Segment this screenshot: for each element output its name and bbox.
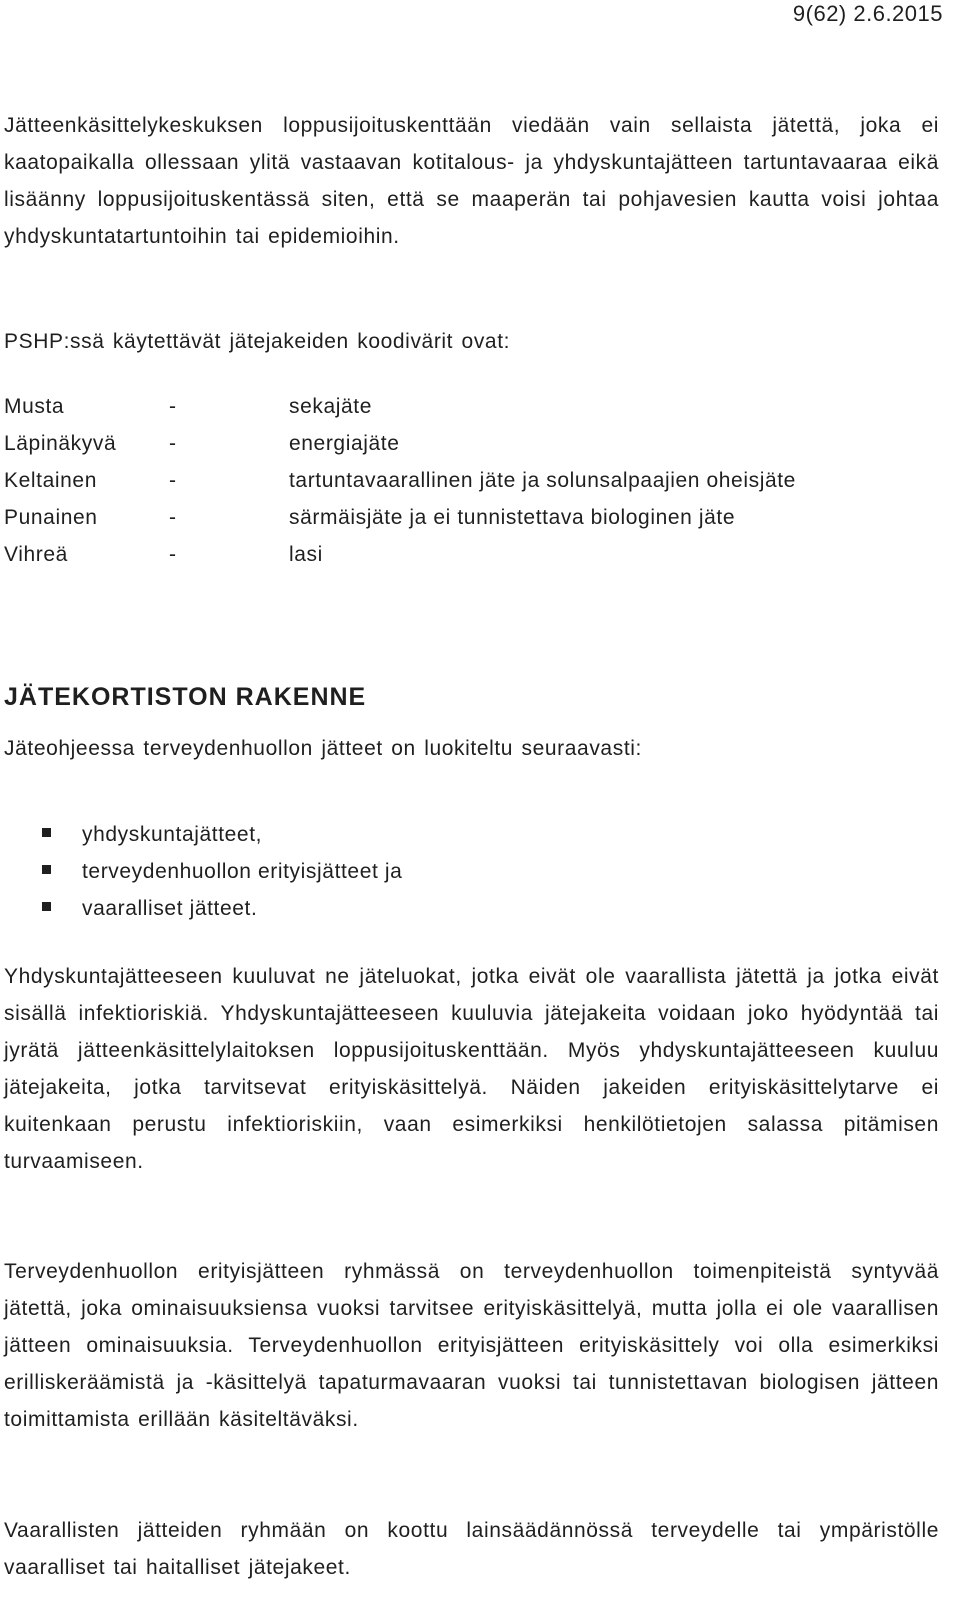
color-dash: - xyxy=(169,506,177,529)
color-code-row xyxy=(4,388,944,425)
list-item xyxy=(4,816,402,853)
list-item xyxy=(4,853,402,890)
color-code-row xyxy=(4,425,944,462)
paragraph-classification-intro: Jäteohjeessa terveydenhuollon jätteet on luokiteltu seuraavasti: xyxy=(4,737,642,760)
square-bullet-icon xyxy=(42,828,51,837)
page-number-date: 9(62) 2.6.2015 xyxy=(792,1,943,26)
list-item-text: vaaralliset jätteet. xyxy=(82,897,258,920)
color-waste-type: energiajäte xyxy=(289,432,400,455)
color-code-row xyxy=(4,536,944,573)
paragraph-landfill: Jätteenkäsittelykeskuksen loppusijoituskenttään viedään vain sellaista jätettä, joka ei kaatopaikalla ollessaan ylitä vastaavan kotitalous- ja yhdyskuntajätteen tartuntavaaraa eikä lisäänny loppusijoituskentässä siten, että se maaperän tai pohjavesien kautta voisi johtaa yhdyskuntatartuntoihin tai epidemioihin. xyxy=(4,114,939,248)
square-bullet-icon xyxy=(42,865,51,874)
list-item xyxy=(4,890,402,927)
list-item-text: terveydenhuollon erityisjätteet ja xyxy=(82,860,403,883)
color-dash: - xyxy=(169,543,177,566)
color-code-row xyxy=(4,499,944,536)
paragraph-municipal-waste: Yhdyskuntajätteeseen kuuluvat ne jäteluokat, jotka eivät ole vaarallista jätettä ja jotka eivät sisällä infektioriskiä. Yhdyskuntajätteeseen kuuluvia jätejakeita voidaan joko hyödyntää tai jyrätä jätteenkäsittelylaitoksen loppusijoituskenttään. Myös yhdyskuntajätteeseen kuuluu jätejakeita, jotka tarvitsevat erityiskäsittelyä. Näiden jakeiden erityiskäsittelytarve ei kuitenkaan perustu infektioriskiin, vaan esimerkiksi henkilötietojen salassa pitämisen turvaamiseen. xyxy=(4,965,939,1173)
color-waste-type: särmäisjäte ja ei tunnistettava biologinen jäte xyxy=(289,506,736,529)
color-code-row xyxy=(4,462,944,499)
color-waste-type: lasi xyxy=(289,543,323,566)
square-bullet-icon xyxy=(42,902,51,911)
color-waste-type: tartuntavaarallinen jäte ja solunsalpaajien oheisjäte xyxy=(289,469,796,492)
color-name: Keltainen xyxy=(4,469,97,492)
color-dash: - xyxy=(169,395,177,418)
color-code-list xyxy=(4,388,944,573)
paragraph-color-codes-intro: PSHP:ssä käytettävät jätejakeiden koodivärit ovat: xyxy=(4,330,511,353)
section-heading: JÄTEKORTISTON RAKENNE xyxy=(4,683,367,711)
color-dash: - xyxy=(169,432,177,455)
list-item-text: yhdyskuntajätteet, xyxy=(82,823,263,846)
waste-class-list xyxy=(4,816,402,927)
color-name: Punainen xyxy=(4,506,98,529)
paragraph-hazardous-waste: Vaarallisten jätteiden ryhmään on koottu lainsäädännössä terveydelle tai ympäristölle vaaralliset tai haitalliset jätejakeet. xyxy=(4,1519,939,1579)
color-waste-type: sekajäte xyxy=(289,395,373,418)
color-dash: - xyxy=(169,469,177,492)
paragraph-special-waste: Terveydenhuollon erityisjätteen ryhmässä on terveydenhuollon toimenpiteistä syntyvää jätettä, joka ominaisuuksiensa vuoksi tarvitsee erityiskäsittelyä, mutta jolla ei ole vaarallisen jätteen ominaisuuksia. Terveydenhuollon erityisjätteen erityiskäsittely voi olla esimerkiksi erilliskeräämistä ja -käsittelyä tapaturmavaaran vuoksi tai tunnistettavan biologisen jätteen toimittamista erillään käsiteltäväksi. xyxy=(4,1260,939,1431)
color-name: Vihreä xyxy=(4,543,68,566)
color-name: Läpinäkyvä xyxy=(4,432,117,455)
color-name: Musta xyxy=(4,395,65,418)
